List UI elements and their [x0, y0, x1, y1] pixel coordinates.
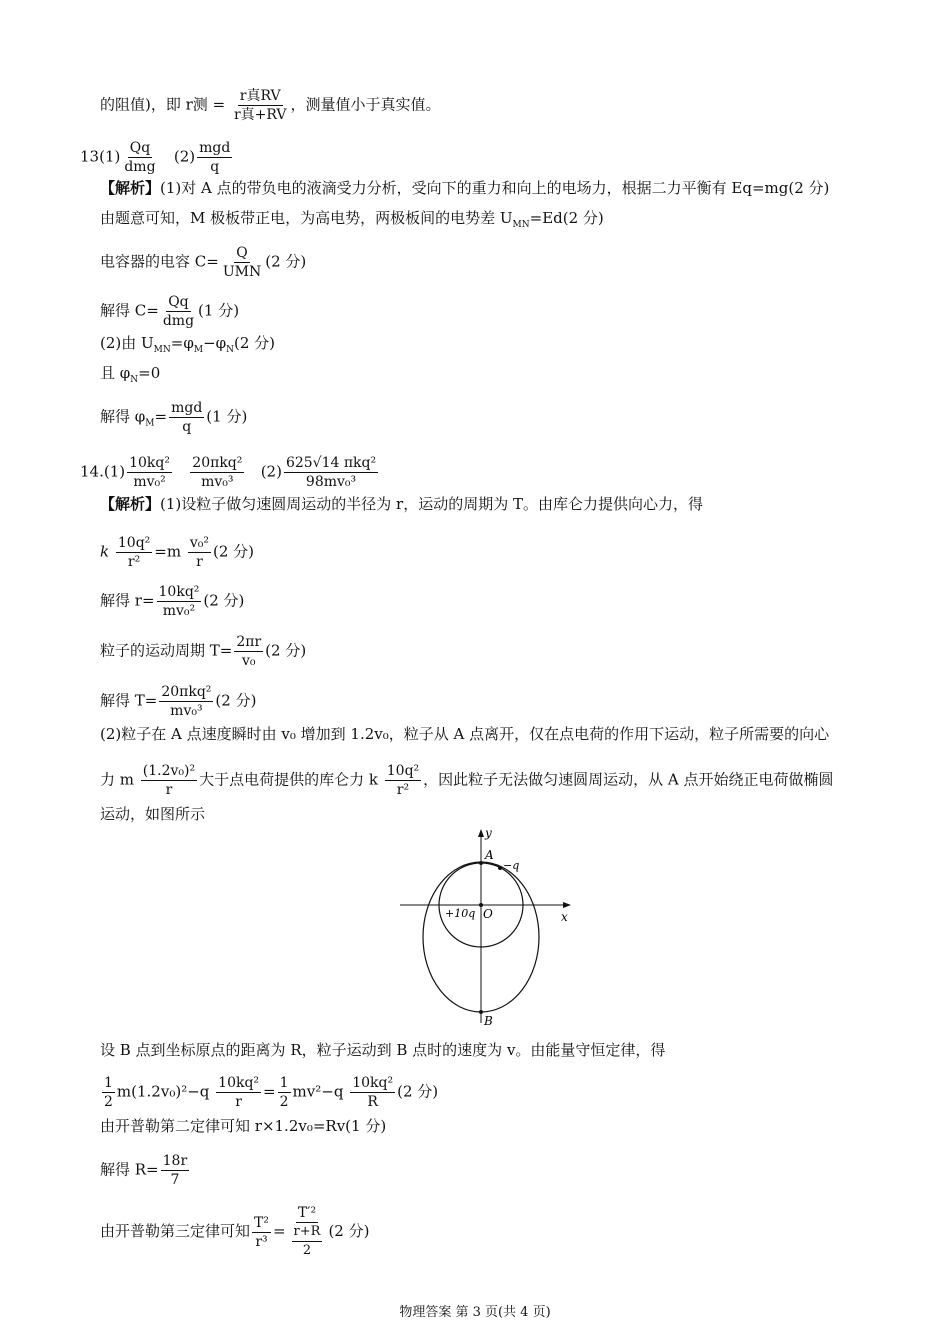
- fraction: [190, 455, 244, 490]
- text: (2)由 U: [100, 334, 154, 352]
- text: 解得 R=: [100, 1160, 159, 1179]
- text: ，测量值小于真实值。: [290, 95, 441, 114]
- fraction: [197, 140, 232, 175]
- numerator: T′²: [297, 1205, 317, 1221]
- numerator: r真RV: [239, 88, 281, 104]
- text: (2): [173, 147, 196, 166]
- text-line: [100, 1075, 438, 1110]
- symbol: k: [100, 542, 110, 561]
- pos-charge-label: +10q: [445, 907, 476, 920]
- text: 的阻值)，即: [100, 95, 181, 114]
- numerator: 2πr: [236, 634, 262, 650]
- question-number: 13(1): [80, 147, 121, 166]
- text: 解得 φ: [100, 407, 146, 426]
- text-line: [100, 400, 247, 435]
- numerator: 10kq²: [129, 455, 170, 471]
- text: m(1.2v₀)²−q: [116, 1082, 210, 1101]
- denominator: 2: [104, 1094, 113, 1110]
- subscript: M: [145, 418, 155, 429]
- x-axis-arrow: [563, 902, 571, 908]
- score: (2 分): [234, 334, 276, 352]
- denominator: v₀: [241, 653, 256, 669]
- text: 电容器的电容 C=: [100, 252, 219, 271]
- inner-fraction: [292, 1224, 323, 1259]
- fraction: [385, 763, 421, 798]
- numerator: (1.2v₀)²: [142, 763, 196, 779]
- subscript: MN: [512, 220, 530, 230]
- numerator: T²: [254, 1214, 269, 1231]
- denominator: mv₀³: [201, 474, 234, 490]
- text: =Ed(2 分): [529, 209, 604, 227]
- point-a: [479, 861, 483, 865]
- text: ，因此粒子无法做匀速圆周运动，从 A 点开始绕正电荷做椭圆: [423, 770, 834, 789]
- numerator: 625√14 πkq²: [285, 455, 377, 471]
- denominator: UMN: [222, 264, 262, 280]
- text-line: [100, 1153, 191, 1188]
- fraction: [116, 535, 152, 570]
- text: =: [263, 1082, 276, 1101]
- text-line: [100, 294, 239, 329]
- fraction: [141, 763, 197, 798]
- numerator: 10kq²: [218, 1075, 260, 1091]
- x-label: x: [561, 910, 568, 924]
- fraction: [288, 1205, 327, 1259]
- text-line: [100, 535, 254, 570]
- denominator: R: [367, 1094, 378, 1110]
- numerator: 1: [104, 1075, 113, 1091]
- analysis-tag: 【解析】: [100, 179, 161, 197]
- score: (2 分): [265, 641, 307, 660]
- neg-charge-dot: [498, 866, 502, 870]
- text: 由开普勒第三定律可知: [100, 1222, 251, 1240]
- text: 运动，如图所示: [100, 805, 206, 823]
- denominator: 2: [302, 1243, 312, 1258]
- text: 由题意可知，M 极板带正电，为高电势，两极板间的电势差 U: [100, 209, 513, 227]
- denominator: mv₀²: [162, 603, 196, 619]
- fraction: [157, 584, 202, 619]
- numerator: 10q²: [117, 535, 151, 551]
- text: =0: [138, 364, 161, 382]
- numerator: v₀²: [189, 535, 209, 551]
- text-line: [100, 763, 834, 798]
- text: =m: [154, 542, 182, 561]
- text: (1)对 A 点的带负电的液滴受力分析，受向下的重力和向上的电场力，根据二力平衡有 Eq=mg(2 分): [160, 179, 830, 197]
- q14-answer: [80, 455, 380, 490]
- denominator: [288, 1223, 327, 1259]
- numerator: 20πkq²: [192, 455, 243, 471]
- subscript: N: [226, 345, 235, 355]
- numerator: 10q²: [386, 763, 420, 779]
- fraction: [278, 1075, 291, 1110]
- page-footer: 物理答案 第 3 页(共 4 页): [399, 1305, 551, 1320]
- denominator: r真+RV: [233, 107, 287, 123]
- text-line: [100, 494, 703, 514]
- score: (2 分): [203, 591, 245, 610]
- text-line: [100, 88, 441, 123]
- numerator: 18r: [162, 1153, 188, 1169]
- analysis-tag: 【解析】: [100, 495, 161, 513]
- denominator: 98mv₀³: [305, 474, 357, 490]
- fraction: [159, 684, 213, 719]
- numerator: r+R: [292, 1224, 323, 1242]
- text-line: [100, 1205, 369, 1259]
- denominator: dmg: [162, 313, 195, 329]
- denominator: 2: [279, 1094, 289, 1110]
- numerator: 1: [279, 1075, 289, 1091]
- score: (2 分): [265, 252, 307, 271]
- fraction: [161, 294, 196, 329]
- text: 解得 C=: [100, 301, 159, 320]
- orbit-diagram: [395, 825, 585, 1030]
- text-line: [100, 333, 275, 360]
- text: 由开普勒第二定律可知 r×1.2v₀=Rv(1 分): [100, 1117, 387, 1135]
- question-number: 14.(1): [80, 462, 126, 481]
- point-b: [479, 1010, 483, 1014]
- numerator: mgd: [199, 140, 231, 156]
- fraction: [161, 1153, 190, 1188]
- r-measured: r测 =: [185, 95, 226, 114]
- text: =: [154, 407, 168, 426]
- subscript: MN: [153, 345, 171, 355]
- score: (1 分): [206, 407, 248, 426]
- fraction: [221, 245, 263, 280]
- text: 大于点电荷提供的库仑力 k: [199, 770, 378, 789]
- text: (2)粒子在 A 点速度瞬时由 v₀ 增加到 1.2v₀，粒子从 A 点离开，仅在点电荷的作用下运动，粒子所需要的向心: [100, 725, 830, 743]
- subscript: M: [193, 345, 204, 355]
- numerator: Q: [236, 245, 248, 261]
- denominator: 7: [170, 1172, 180, 1188]
- text: 粒子的运动周期 T=: [100, 641, 233, 660]
- score: (1 分): [198, 301, 240, 320]
- numerator: Qq: [129, 140, 151, 156]
- denominator: dmg: [124, 159, 156, 175]
- text-line: [100, 584, 244, 619]
- text-line: [100, 1116, 386, 1136]
- text: =: [272, 1222, 286, 1240]
- fraction: [350, 1075, 395, 1110]
- text: −φ: [203, 334, 227, 352]
- numerator: 20πkq²: [161, 684, 212, 700]
- q13-answer: [80, 140, 234, 175]
- denominator: r: [235, 1094, 242, 1110]
- text: 设 B 点到坐标原点的距离为 R，粒子运动到 B 点时的速度为 v。由能量守恒定律，得: [100, 1041, 666, 1059]
- subscript: N: [130, 375, 139, 385]
- fraction: [234, 634, 263, 669]
- score: (2 分): [212, 542, 255, 561]
- denominator: mv₀³: [170, 703, 203, 719]
- text-line: [100, 1040, 665, 1060]
- text-line: [100, 245, 306, 280]
- fraction: [216, 1075, 261, 1110]
- fraction: [284, 455, 378, 490]
- text: (2): [260, 462, 282, 481]
- text: =φ: [170, 334, 194, 352]
- text: 力 m: [100, 770, 134, 789]
- y-axis-arrow: [478, 829, 484, 837]
- text: 解得 T=: [100, 691, 158, 710]
- numerator: 10kq²: [158, 584, 200, 600]
- fraction: [232, 88, 289, 123]
- text: (1)设粒子做匀速圆周运动的半径为 r，运动的周期为 T。由库仑力提供向心力，得: [160, 495, 703, 513]
- text-line: [100, 724, 829, 744]
- a-label: A: [485, 848, 494, 862]
- denominator: r: [165, 782, 173, 798]
- fraction: [169, 400, 204, 435]
- denominator: q: [182, 419, 192, 435]
- text-line: [100, 684, 256, 719]
- text-line: [100, 804, 205, 824]
- denominator: r²: [396, 782, 410, 798]
- o-label: O: [483, 907, 493, 921]
- fraction: [102, 1075, 115, 1110]
- denominator: r²: [127, 554, 141, 570]
- score: (2 分): [215, 691, 257, 710]
- fraction: [188, 535, 211, 570]
- denominator: r³: [255, 1233, 268, 1250]
- denominator: q: [210, 159, 220, 175]
- numerator: 10kq²: [352, 1075, 394, 1091]
- text: 解得 r=: [100, 591, 155, 610]
- fraction: [122, 140, 157, 175]
- text-line: [100, 208, 604, 235]
- numerator: mgd: [171, 400, 203, 416]
- score: (2 分): [397, 1082, 439, 1101]
- text: 且 φ: [100, 364, 131, 382]
- numerator: Qq: [168, 294, 189, 310]
- text-line: [100, 363, 160, 390]
- y-label: y: [485, 826, 492, 840]
- text-line: [100, 178, 829, 198]
- fraction: [127, 455, 172, 490]
- score: (2 分): [328, 1222, 370, 1240]
- fraction: [252, 1215, 271, 1250]
- denominator: mv₀²: [133, 474, 166, 490]
- text: mv²−q: [292, 1082, 344, 1101]
- b-label: B: [484, 1014, 493, 1028]
- denominator: r: [196, 554, 203, 570]
- neg-charge-label: −q: [503, 859, 520, 872]
- text-line: [100, 634, 306, 669]
